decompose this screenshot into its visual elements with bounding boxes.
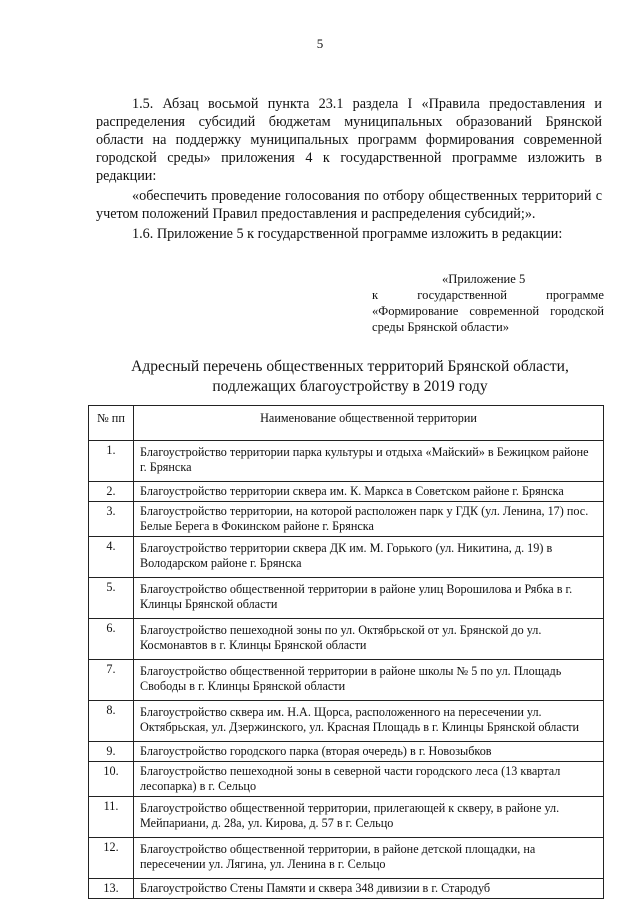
paragraph-quote: «обеспечить проведение голосования по отбору общественных территорий с учетом положений Правил предоставления и распределения субсидий;».: [96, 188, 602, 222]
row-name: Благоустройство общественной территории в районе школы № 5 по ул. Площадь Свободы в г. Клинцы Брянской области: [134, 660, 604, 701]
table-header-row: [89, 406, 604, 441]
row-number: 1.: [89, 441, 134, 482]
appendix-note: [372, 271, 604, 335]
row-number: 10.: [89, 762, 134, 797]
table-row: [89, 619, 604, 660]
row-number: 11.: [89, 797, 134, 838]
row-name: Благоустройство территории сквера им. К. Маркса в Советском районе г. Брянска: [134, 482, 604, 502]
row-name: Благоустройство общественной территории в районе улиц Ворошилова и Рябка в г. Клинцы Брянской области: [134, 578, 604, 619]
table-row: [89, 441, 604, 482]
row-number: 9.: [89, 742, 134, 762]
table-row: [89, 838, 604, 879]
table-row: [89, 482, 604, 502]
row-name: Благоустройство территории, на которой расположен парк у ГДК (ул. Ленина, 17) пос. Белые Берега в Фокинском районе г. Брянска: [134, 502, 604, 537]
territories-table: [88, 405, 604, 899]
table-row: [89, 537, 604, 578]
table-title: [96, 357, 604, 397]
table-row: [89, 879, 604, 899]
row-name: Благоустройство Стены Памяти и сквера 348 дивизии в г. Стародуб: [134, 879, 604, 899]
page-number: 5: [316, 36, 324, 51]
header-name: Наименование общественной территории: [134, 406, 604, 441]
row-number: 2.: [89, 482, 134, 502]
row-name: Благоустройство общественной территории, в районе детской площадки, на пересечении ул. Лягина, ул. Ленина в г. Сельцо: [134, 838, 604, 879]
header-number: № пп: [89, 406, 134, 441]
appendix-note-text: к государственной программе «Формирование современной городской среды Брянской области»: [372, 288, 604, 334]
table-title-line-1: Адресный перечень общественных территорий Брянской области,: [131, 358, 569, 375]
row-name: Благоустройство городского парка (вторая очередь) в г. Новозыбков: [134, 742, 604, 762]
row-number: 7.: [89, 660, 134, 701]
row-number: 13.: [89, 879, 134, 899]
row-number: 3.: [89, 502, 134, 537]
row-number: 6.: [89, 619, 134, 660]
paragraph-1-5: 1.5. Абзац восьмой пункта 23.1 раздела I «Правила предоставления и распределения субсидий бюджетам муниципальных образований Брянской области на поддержку муниципальных программ формирования современной городской среды» приложения 4 к государственной программе изложить в редакции:: [96, 96, 602, 184]
row-name: Благоустройство территории сквера ДК им. М. Горького (ул. Никитина, д. 19) в Володарском районе г. Брянска: [134, 537, 604, 578]
table-title-line-2: подлежащих благоустройству в 2019 году: [212, 378, 488, 395]
table-row: [89, 578, 604, 619]
row-number: 5.: [89, 578, 134, 619]
row-number: 4.: [89, 537, 134, 578]
table-row: [89, 797, 604, 838]
appendix-note-title: «Приложение 5: [442, 272, 526, 286]
table-row: [89, 502, 604, 537]
row-number: 8.: [89, 701, 134, 742]
row-name: Благоустройство пешеходной зоны в северной части городского леса (13 квартал лесопарка) в г. Сельцо: [134, 762, 604, 797]
row-name: Благоустройство общественной территории, прилегающей к скверу, в районе ул. Мейпариани, д. 28а, ул. Кирова, д. 57 в г. Сельцо: [134, 797, 604, 838]
row-name: Благоустройство пешеходной зоны по ул. Октябрьской от ул. Брянской до ул. Космонавтов в г. Клинцы Брянской области: [134, 619, 604, 660]
paragraph-1-6: 1.6. Приложение 5 к государственной программе изложить в редакции:: [132, 226, 563, 242]
row-name: Благоустройство сквера им. Н.А. Щорса, расположенного на пересечении ул. Октябрьская, ул. Дзержинского, ул. Красная Площадь в г. Клинцы Брянской области: [134, 701, 604, 742]
table-row: [89, 742, 604, 762]
table-row: [89, 762, 604, 797]
body-text: [96, 95, 602, 243]
row-name: Благоустройство территории парка культуры и отдыха «Майский» в Бежицком районе г. Брянска: [134, 441, 604, 482]
table-row: [89, 701, 604, 742]
row-number: 12.: [89, 838, 134, 879]
table-row: [89, 660, 604, 701]
